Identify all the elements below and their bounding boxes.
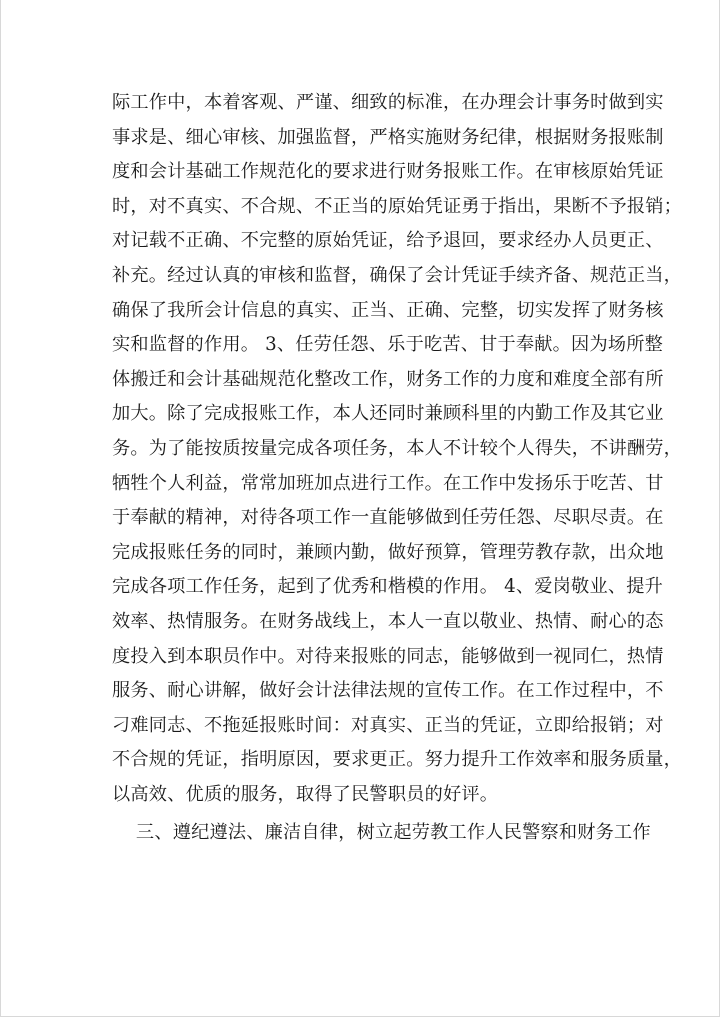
text-line: 服务、耐心讲解，做好会计法律法规的宣传工作。在工作过程中，不 (112, 680, 664, 702)
text-line: 际工作中，本着客观、严谨、细致的标准，在办理会计事务时做到实 (112, 92, 664, 113)
text-line: 务。为了能按质按量完成各项任务，本人不计较个人得失，不讲酬劳， (112, 437, 683, 459)
text-line: 时，对不真实、不合规、不正当的原始凭证勇于指出，果断不予报销； (112, 195, 683, 217)
text-line: 完成各项工作任务，起到了优秀和楷模的作用。 4、爱岗敬业、提升 (112, 576, 663, 598)
text-line: 于奉献的精神，对待各项工作一直能够做到任劳任怨、尽职尽责。在 (112, 507, 664, 529)
text-line: 对记载不正确、不完整的原始凭证，给予退回，要求经办人员更正、 (112, 230, 664, 252)
text-line: 事求是、细心审核、加强监督，严格实施财务纪律，根据财务报账制 (112, 126, 664, 148)
body-text (112, 86, 683, 850)
text-line: 加大。除了完成报账工作，本人还同时兼顾科里的内勤工作及其它业 (112, 403, 664, 425)
text-line: 完成报账任务的同时，兼顾内勤，做好预算，管理劳教存款，出众地 (112, 541, 664, 563)
text-line: 效率、热情服务。在财务战线上，本人一直以敬业、热情、耐心的态 (112, 610, 664, 632)
text-line: 度投入到本职员作中。对待来报账的同志，能够做到一视同仁，热情 (112, 645, 664, 667)
text-line: 实和监督的作用。 3、任劳任怨、乐于吃苦、甘于奉献。因为场所整 (112, 334, 663, 356)
text-line: 以高效、优质的服务，取得了民警职员的好评。 (112, 783, 499, 805)
text-line: 度和会计基础工作规范化的要求进行财务报账工作。在审核原始凭证 (112, 161, 664, 183)
text-line: 补充。经过认真的审核和监督，确保了会计凭证手续齐备、规范正当， (112, 264, 683, 286)
text-line: 刁难同志、不拖延报账时间：对真实、正当的凭证，立即给报销；对 (112, 714, 664, 736)
text-line: 牺牲个人利益，常常加班加点进行工作。在工作中发扬乐于吃苦、甘 (112, 472, 664, 494)
text-line: 体搬迁和会计基础规范化整改工作，财务工作的力度和难度全部有所 (112, 368, 664, 390)
text-line: 不合规的凭证，指明原因，要求更正。努力提升工作效率和服务质量， (112, 749, 683, 771)
section-heading: 三、遵纪遵法、廉洁自律，树立起劳教工作人民警察和财务工作 (112, 821, 651, 843)
text-line: 确保了我所会计信息的真实、正当、正确、完整，切实发挥了财务核 (112, 299, 664, 321)
